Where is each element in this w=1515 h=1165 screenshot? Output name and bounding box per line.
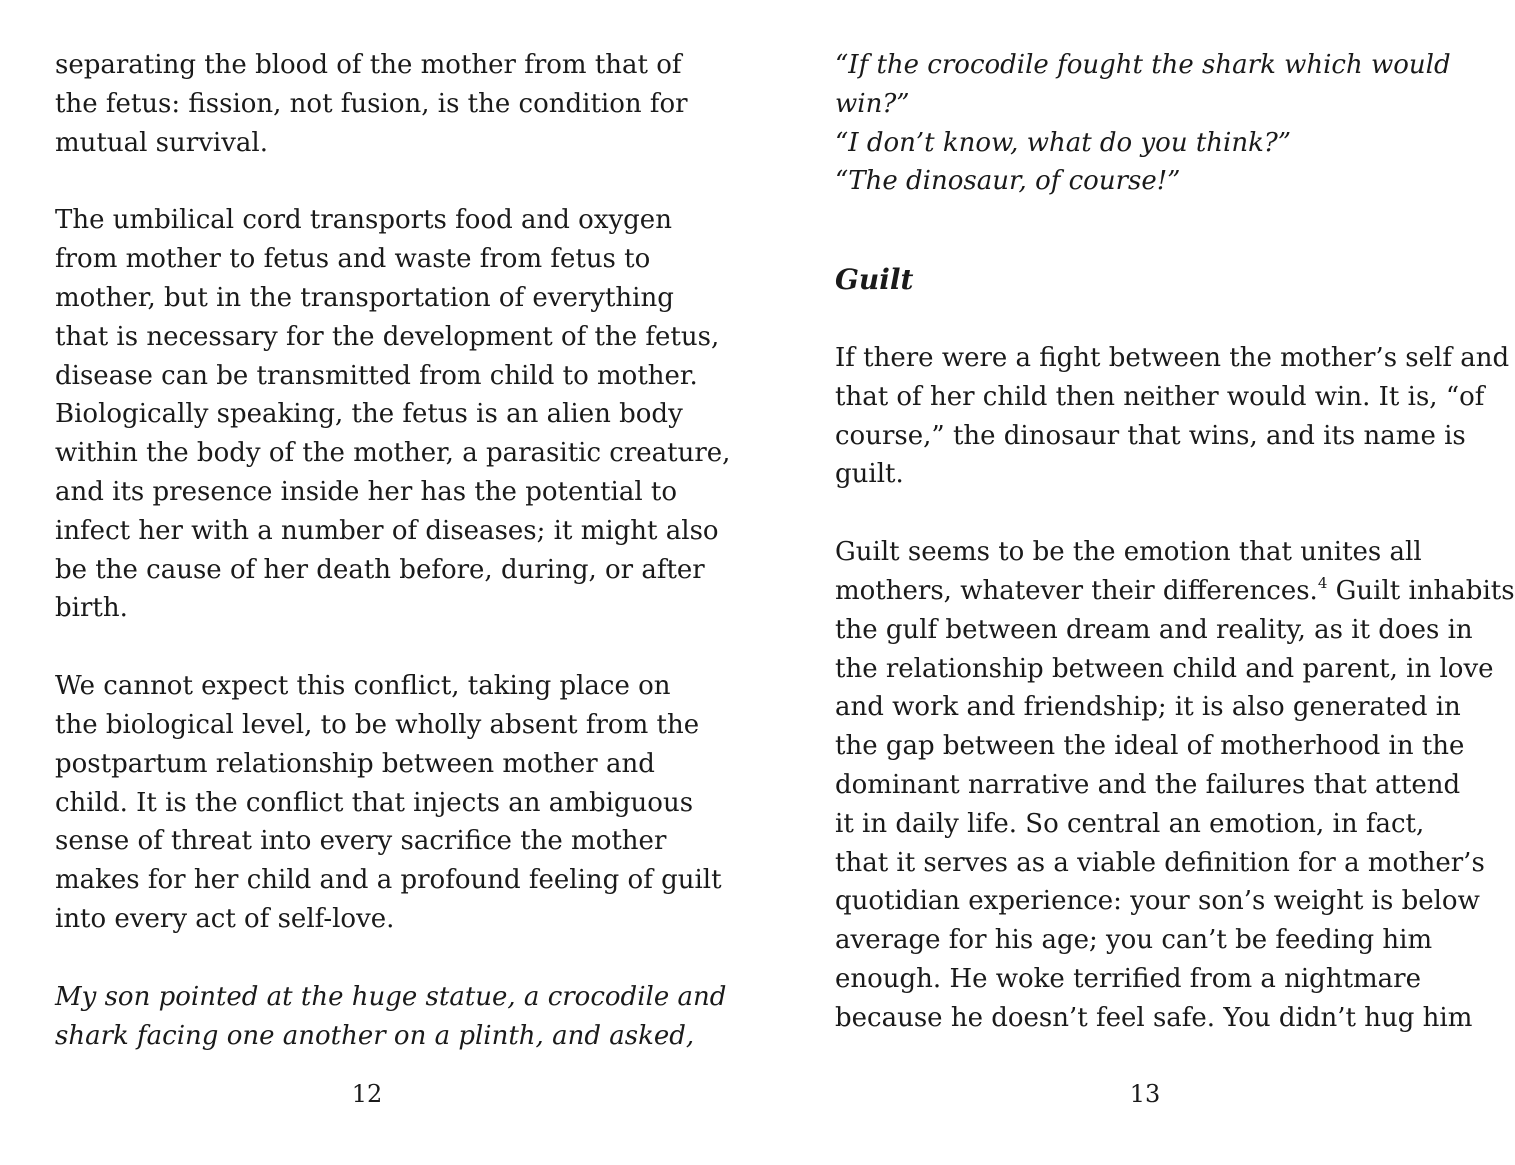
page-number-right: 13 [1129, 1080, 1161, 1108]
text-line: makes for her child and a profound feeling of guilt [55, 865, 722, 896]
text-line: that of her child then neither would win. It is, “of [835, 381, 1485, 412]
text-line: sense of threat into every sacrifice the mother [55, 826, 667, 857]
text-line: that is necessary for the development of the fetus, [55, 321, 720, 352]
paragraph [55, 201, 731, 628]
dialogue-line: “If the crocodile fought the shark which would [835, 50, 1451, 80]
text-line: the gulf between dream and reality, as it does in [835, 614, 1473, 645]
text-line: enough. He woke terrified from a nightmare [835, 963, 1421, 994]
text-line: birth. [55, 593, 128, 624]
section-heading: Guilt [835, 263, 914, 297]
text-line: it in daily life. So central an emotion, in fact, [835, 808, 1425, 839]
right-page [835, 46, 1515, 1056]
text-line: The umbilical cord transports food and oxygen [55, 205, 672, 236]
text-line: be the cause of her death before, during, or after [55, 554, 705, 585]
text-line: average for his age; you can’t be feeding him [835, 925, 1433, 956]
text-line: mutual survival. [55, 127, 268, 158]
italic-dialogue [835, 46, 1475, 201]
text-line: and its presence inside her has the potential to [55, 476, 678, 507]
italic-anecdote [55, 978, 727, 1056]
text-line: that it serves as a viable definition for a mother’s [835, 847, 1485, 878]
text-line: from mother to fetus and waste from fetus to [55, 244, 651, 275]
text-line: the fetus: fission, not fusion, is the condition for [55, 88, 688, 119]
text-line: child. It is the conflict that injects an ambiguous [55, 787, 694, 818]
paragraph [55, 667, 722, 939]
text-line: the biological level, to be wholly absent from the [55, 709, 700, 740]
text-line: quotidian experience: your son’s weight is below [835, 886, 1480, 917]
dialogue-line: win?” [835, 88, 910, 119]
text-line: infect her with a number of diseases; it might also [55, 515, 719, 546]
paragraph [55, 46, 695, 162]
text-line: If there were a fight between the mother’s self and [835, 342, 1510, 373]
text-line: We cannot expect this conflict, taking place on [55, 671, 671, 702]
text-line: within the body of the mother, a parasitic creature, [55, 438, 731, 469]
left-page [55, 46, 731, 1056]
footnote-marker: 4 [1317, 573, 1328, 592]
text-line: the relationship between child and parent, in love [835, 653, 1494, 684]
dialogue-line: “The dinosaur, of course!” [835, 166, 1181, 197]
text-line: guilt. [835, 459, 904, 490]
text-fragment: Guilt inhabits [1327, 575, 1515, 606]
text-line: course,” the dinosaur that wins, and its name is [835, 420, 1466, 451]
text-line: and work and friendship; it is also generated in [835, 692, 1461, 723]
dialogue-line: “I don’t know, what do you think?” [835, 127, 1292, 158]
paragraph [835, 533, 1515, 1037]
paragraph [835, 339, 1510, 494]
text-line: Guilt seems to be the emotion that unites all [835, 537, 1422, 568]
text-line: mother, but in the transportation of everything [55, 282, 674, 313]
text-line: dominant narrative and the failures that attend [835, 769, 1461, 800]
text-line: shark facing one another on a plinth, and asked, [55, 1020, 695, 1051]
text-line: because he doesn’t feel safe. You didn’t hug him [835, 1002, 1473, 1033]
text-line: the gap between the ideal of motherhood in the [835, 731, 1465, 762]
text-line: Biologically speaking, the fetus is an alien body [55, 399, 683, 430]
text-line: My son pointed at the huge statue, a crocodile and [55, 981, 727, 1012]
text-line: separating the blood of the mother from that of [55, 50, 682, 80]
text-line: disease can be transmitted from child to mother. [55, 360, 698, 391]
text-line: postpartum relationship between mother and [55, 748, 655, 779]
text-fragment: mothers, whatever their differences. [835, 575, 1318, 606]
text-line: into every act of self-love. [55, 903, 395, 934]
page-number-left: 12 [351, 1080, 383, 1108]
text-line [835, 572, 1515, 611]
